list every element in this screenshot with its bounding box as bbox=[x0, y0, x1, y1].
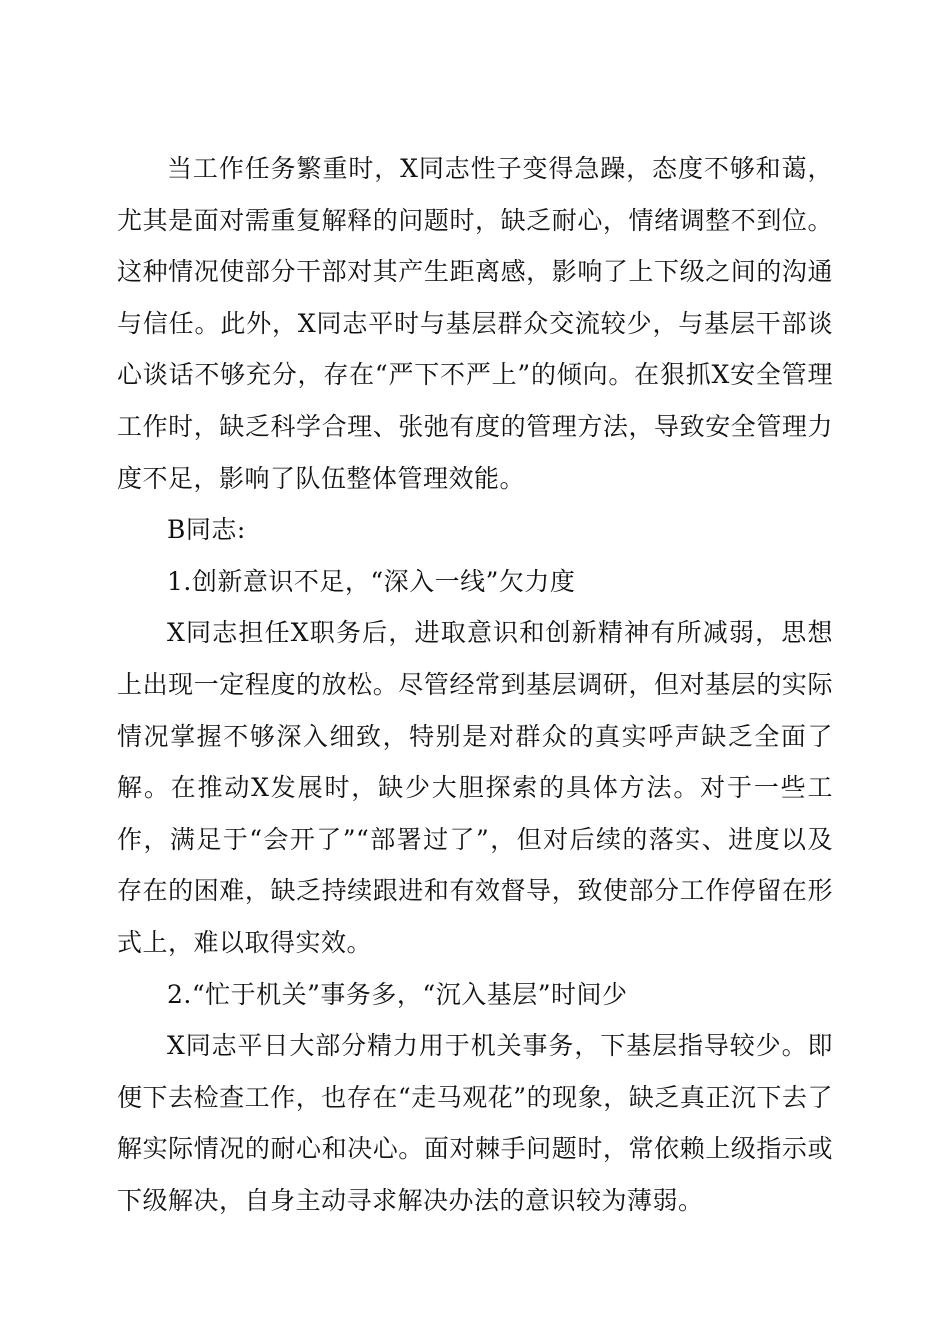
section-heading: B同志: bbox=[167, 515, 246, 545]
document-body bbox=[117, 143, 833, 1226]
body-paragraph: X同志平日大部分精力用于机关事务，下基层指导较少。即便下去检查工作，也存在“走马观花”的现象，缺乏真正沉下去了解实际情况的耐心和决心。面对棘手问题时，常依赖上级指示或下级解决，自身主动寻求解决办法的意识较为薄弱。 bbox=[117, 1031, 833, 1215]
body-paragraph: 当工作任务繁重时，X同志性子变得急躁，态度不够和蔼，尤其是面对需重复解释的问题时，缺乏耐心，情绪调整不到位。这种情况使部分干部对其产生距离感，影响了上下级之间的沟通与信任。此外，X同志平时与基层群众交流较少，与基层干部谈心谈话不够充分，存在“严下不严上”的倾向。在狠抓X安全管理工作时，缺乏科学合理、张弛有度的管理方法，导致安全管理力度不足，影响了队伍整体管理效能。 bbox=[117, 154, 833, 493]
body-paragraph: X同志担任X职务后，进取意识和创新精神有所减弱，思想上出现一定程度的放松。尽管经常到基层调研，但对基层的实际情况掌握不够深入细致，特别是对群众的真实呼声缺乏全面了解。在推动X发展时，缺少大胆探索的具体方法。对于一些工作，满足于“会开了”“部署过了”，但对后续的落实、进度以及存在的困难，缺乏持续跟进和有效督导，致使部分工作停留在形式上，难以取得实效。 bbox=[117, 618, 833, 957]
subsection-heading: 2.“忙于机关”事务多，“沉入基层”时间少 bbox=[167, 979, 628, 1009]
subsection-heading: 1.创新意识不足，“深入一线”欠力度 bbox=[167, 566, 576, 596]
